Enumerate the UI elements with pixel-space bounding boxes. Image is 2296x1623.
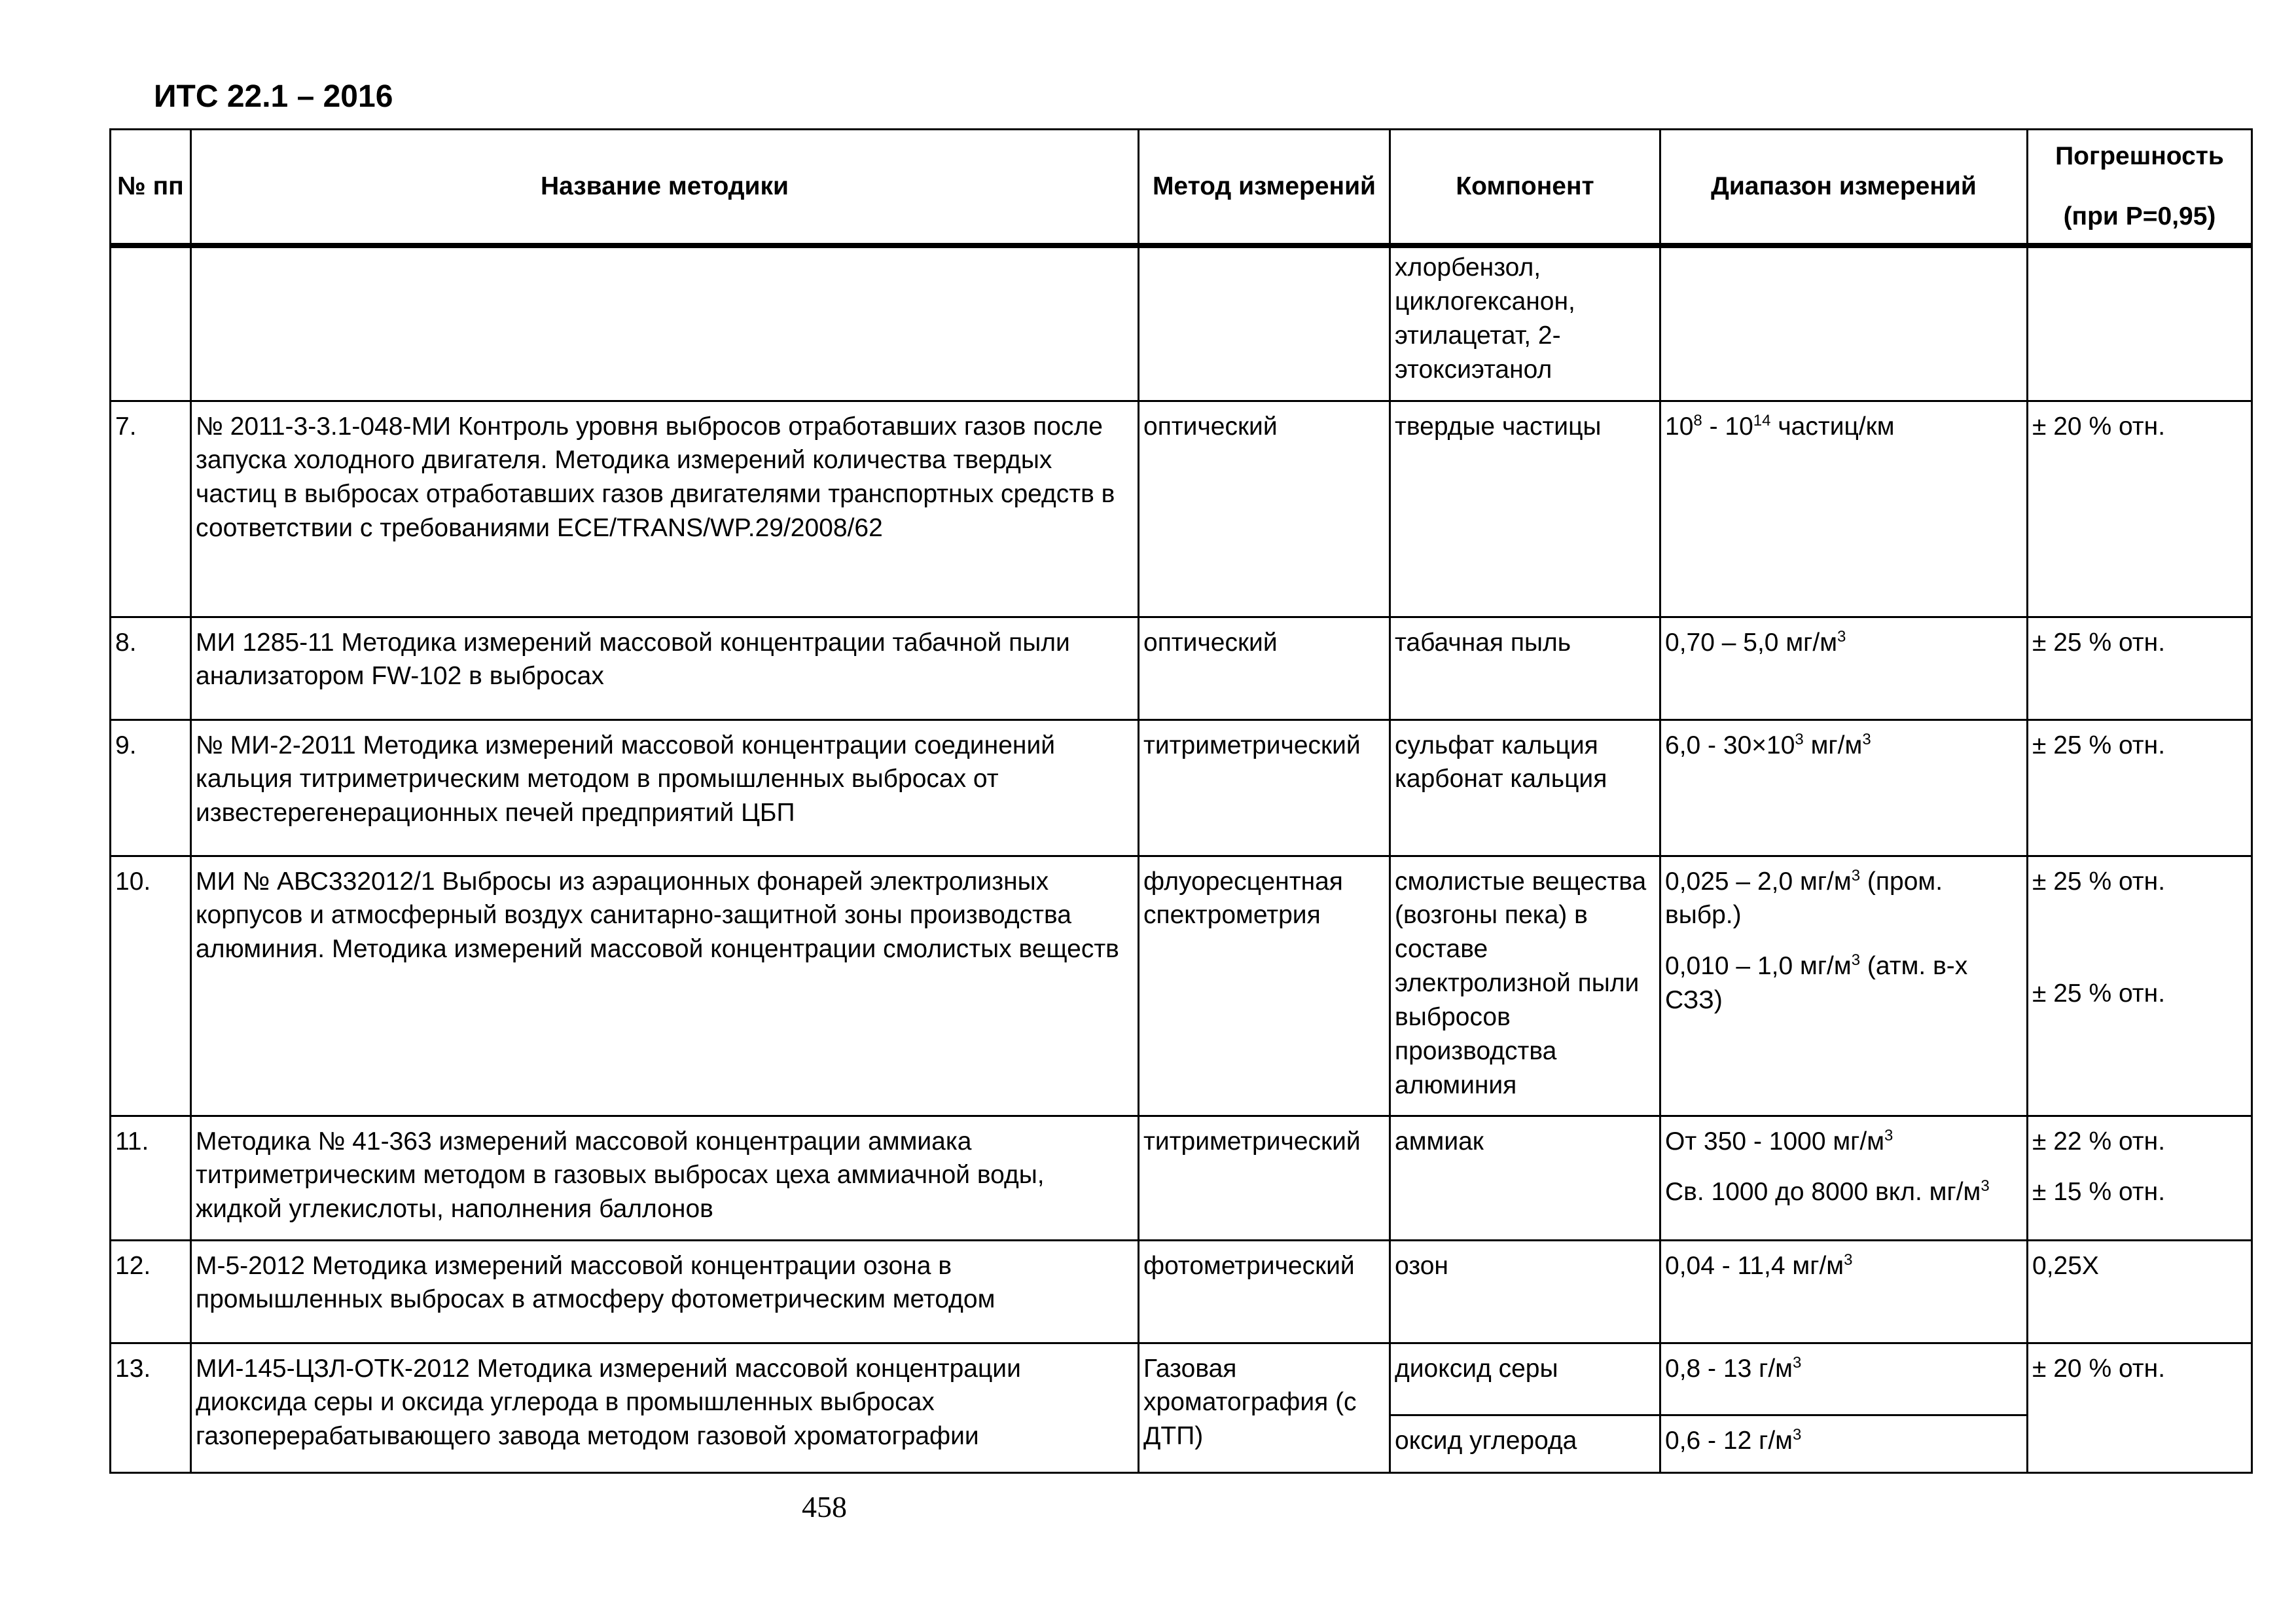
cell-component: хлорбензол, циклогексанон, этилацетат, 2-этоксиэтанол [1390, 246, 1660, 401]
cell-range [1660, 617, 2028, 720]
range-note: (атм. в-х СЗЗ) [1665, 952, 1968, 1015]
cell-method [1139, 246, 1390, 401]
document-header: ИТС 22.1 – 2016 [154, 79, 393, 114]
range-value: От 350 - 1000 мг/м [1665, 1127, 1885, 1156]
range-exponent: 3 [1851, 866, 1861, 884]
cell-method: флуоресцентная спектрометрия [1139, 856, 1390, 1116]
cell-name: МИ № АВС332012/1 Выбросы из аэрационных фонарей электролизных корпусов и атмосферный воздух санитарно-защитной зоны производства алюминия. Методика измерений массовой концентрации смолистых веществ [191, 856, 1139, 1116]
cell-component: твердые частицы [1390, 401, 1660, 617]
cell-range [1660, 246, 2028, 401]
range-unit: частиц/км [1770, 412, 1895, 441]
table-row [111, 617, 2252, 720]
cell-name [191, 246, 1139, 401]
table-row [111, 856, 2252, 1116]
cell-component [1390, 720, 1660, 856]
range-exponent: 3 [1862, 730, 1871, 748]
cell-component: оксид углерода [1390, 1415, 1660, 1472]
methods-table [109, 128, 2253, 1474]
cell-error: 0,25Х [2028, 1240, 2252, 1343]
error-line: ± 25 % отн. [2032, 979, 2166, 1008]
table-row [111, 246, 2252, 401]
cell-num: 7. [111, 401, 191, 617]
range-line [1665, 1175, 2022, 1209]
range-note: (пром. выбр.) [1665, 867, 1943, 930]
cell-component: аммиак [1390, 1116, 1660, 1240]
cell-name: М-5-2012 Методика измерений массовой концентрации озона в промышленных выбросах в атмосферу фотометрическим методом [191, 1240, 1139, 1343]
range-exponent: 14 [1753, 411, 1771, 429]
cell-num: 10. [111, 856, 191, 1116]
cell-method: оптический [1139, 401, 1390, 617]
error-line: ± 22 % отн. [2032, 1127, 2166, 1156]
range-line [1665, 1125, 2022, 1159]
error-line: ± 25 % отн. [2032, 867, 2166, 896]
cell-name: МИ 1285-11 Методика измерений массовой концентрации табачной пыли анализатором FW-102 в выбросах [191, 617, 1139, 720]
table-row [111, 1116, 2252, 1240]
range-exponent: 3 [1792, 1425, 1802, 1444]
col-header-component: Компонент [1390, 130, 1660, 246]
cell-range [1660, 1240, 2028, 1343]
col-header-error [2028, 130, 2252, 246]
cell-error: ± 25 % отн. [2028, 617, 2252, 720]
range-line [1665, 865, 2022, 933]
cell-num: 11. [111, 1116, 191, 1240]
range-exponent: 3 [1792, 1353, 1802, 1372]
range-part: - 10 [1702, 412, 1753, 441]
table-row [111, 1240, 2252, 1343]
range-line [1665, 949, 2022, 1017]
cell-range [1660, 856, 2028, 1116]
cell-method: фотометрический [1139, 1240, 1390, 1343]
range-part: 10 [1665, 412, 1694, 441]
range-value: 0,025 – 2,0 мг/м [1665, 867, 1852, 896]
error-line: ± 15 % отн. [2032, 1178, 2166, 1207]
col-header-method: Метод измерений [1139, 130, 1390, 246]
cell-num: 13. [111, 1343, 191, 1472]
cell-range [1660, 720, 2028, 856]
range-unit: мг/м [1803, 731, 1863, 759]
range-exponent: 3 [1884, 1126, 1893, 1144]
cell-component: диоксид серы [1390, 1343, 1660, 1415]
range-value: 0,70 – 5,0 мг/м [1665, 628, 1838, 657]
cell-error [2028, 1116, 2252, 1240]
cell-name: МИ-145-ЦЗЛ-ОТК-2012 Методика измерений массовой концентрации диоксида серы и оксида углерода в промышленных выбросах газоперерабатывающего завода методом газовой хроматографии [191, 1343, 1139, 1472]
cell-method: титриметрический [1139, 1116, 1390, 1240]
cell-component: табачная пыль [1390, 617, 1660, 720]
component-line: карбонат кальция [1395, 765, 1607, 793]
cell-name: Методика № 41-363 измерений массовой концентрации аммиака титриметрическим методом в газовых выбросах цеха аммиачной воды, жидкой углекислоты, наполнения баллонов [191, 1116, 1139, 1240]
cell-error: ± 20 % отн. [2028, 401, 2252, 617]
cell-method: титриметрический [1139, 720, 1390, 856]
col-header-error-probability: (при Р=0,95) [2063, 202, 2216, 230]
cell-range [1660, 1415, 2028, 1472]
range-value: 0,04 - 11,4 мг/м [1665, 1251, 1844, 1280]
cell-name: № 2011-3-3.1-048-МИ Контроль уровня выбросов отработавших газов после запуска холодного двигателя. Методика измерений количества твердых частиц в выбросах отработавших газов двигателями транспортных средств в соответствии с требованиями ECE/TRANS/WP.29/2008/62 [191, 401, 1139, 617]
cell-error [2028, 246, 2252, 401]
range-value: 0,8 - 13 г/м [1665, 1354, 1793, 1383]
cell-component: озон [1390, 1240, 1660, 1343]
range-value: 0,010 – 1,0 мг/м [1665, 952, 1852, 981]
col-header-name: Название методики [191, 130, 1139, 246]
cell-error: ± 20 % отн. [2028, 1343, 2252, 1472]
cell-method: Газовая хроматография (с ДТП) [1139, 1343, 1390, 1472]
cell-num: 9. [111, 720, 191, 856]
page-number: 458 [802, 1490, 847, 1523]
cell-name: № МИ-2-2011 Методика измерений массовой концентрации соединений кальция титриметрическим методом в промышленных выбросах от известерегенерационных печей предприятий ЦБП [191, 720, 1139, 856]
cell-error: ± 25 % отн. [2028, 720, 2252, 856]
col-header-range: Диапазон измерений [1660, 130, 2028, 246]
range-exponent: 3 [1795, 730, 1804, 748]
cell-range [1660, 401, 2028, 617]
cell-num: 8. [111, 617, 191, 720]
range-exponent: 8 [1693, 411, 1702, 429]
cell-num [111, 246, 191, 401]
range-value: 0,6 - 12 г/м [1665, 1426, 1793, 1455]
component-line: сульфат кальция [1395, 731, 1598, 759]
cell-range [1660, 1343, 2028, 1415]
table-header-row [111, 130, 2252, 246]
col-header-num: № пп [111, 130, 191, 246]
range-value: Св. 1000 до 8000 вкл. мг/м [1665, 1178, 1981, 1207]
col-header-error-label: Погрешность [2055, 142, 2224, 171]
cell-error [2028, 856, 2252, 1116]
range-exponent: 3 [1837, 627, 1846, 646]
range-exponent: 3 [1851, 951, 1861, 970]
table-row [111, 1343, 2252, 1415]
range-exponent: 3 [1844, 1250, 1853, 1269]
table-row [111, 720, 2252, 856]
cell-component: смолистые вещества (возгоны пека) в составе электролизной пыли выбросов производства алюминия [1390, 856, 1660, 1116]
cell-method: оптический [1139, 617, 1390, 720]
range-exponent: 3 [1981, 1177, 1990, 1195]
cell-num: 12. [111, 1240, 191, 1343]
range-part: 6,0 - 30×10 [1665, 731, 1795, 759]
table-row [111, 401, 2252, 617]
cell-range [1660, 1116, 2028, 1240]
